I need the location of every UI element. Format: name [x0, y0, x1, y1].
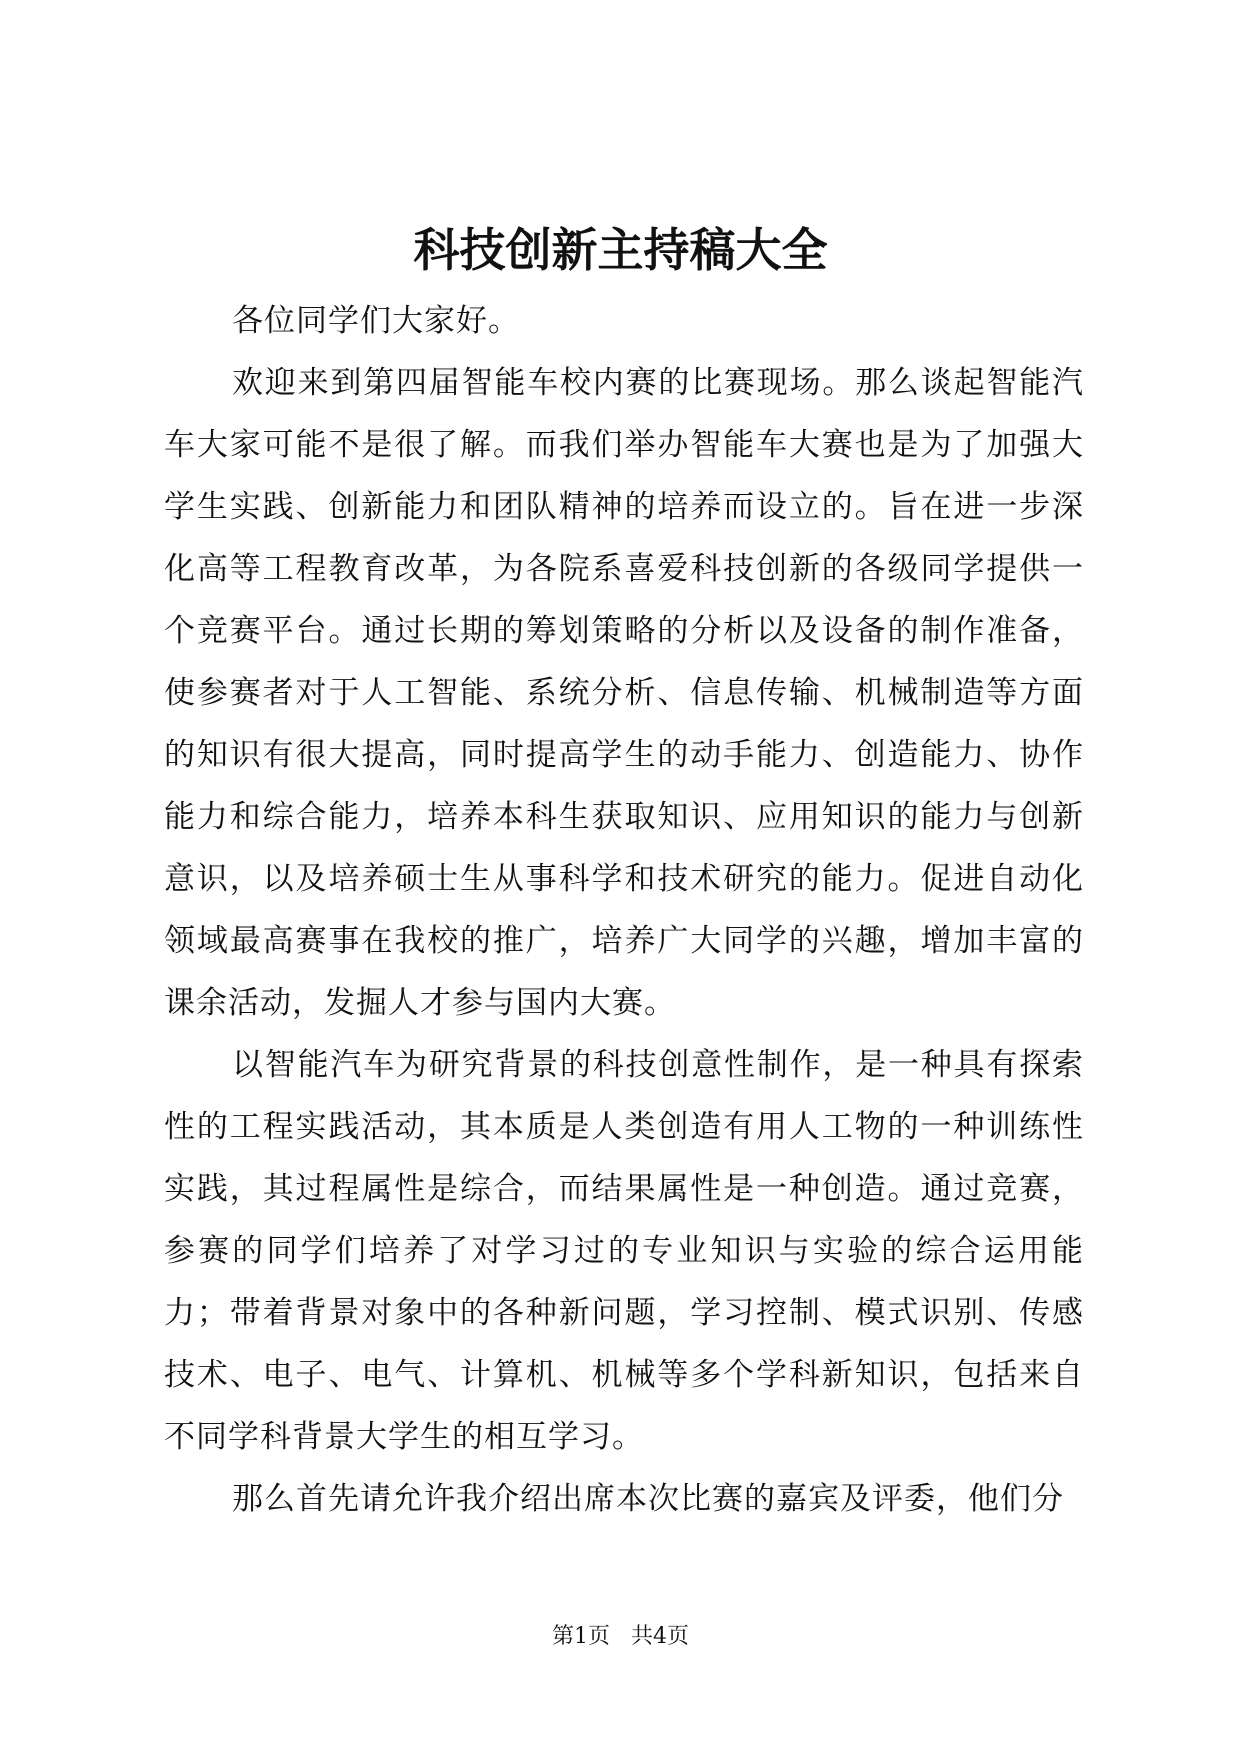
paragraph-welcome: 欢迎来到第四届智能车校内赛的比赛现场。那么谈起智能汽车大家可能不是很了解。而我们举办智能车大赛也是为了加强大学生实践、创新能力和团队精神的培养而设立的。旨在进一步深化高等工程教育改革，为各院系喜爱科技创新的各级同学提供一个竞赛平台。通过长期的筹划策略的分析以及设备的制作准备，使参赛者对于人工智能、系统分析、信息传输、机械制造等方面的知识有很大提高，同时提高学生的动手能力、创造能力、协作能力和综合能力，培养本科生获取知识、应用知识的能力与创新意识，以及培养硕士生从事科学和技术研究的能力。促进自动化领域最高赛事在我校的推广，培养广大同学的兴趣，增加丰富的课余活动，发掘人才参与国内大赛。 [164, 365, 1084, 1021]
paragraph-introduction: 那么首先请允许我介绍出席本次比赛的嘉宾及评委，他们分 [232, 1481, 1064, 1517]
document-title: 科技创新主持稿大全 [413, 223, 828, 277]
paragraph-background: 以智能汽车为研究背景的科技创意性制作，是一种具有探索性的工程实践活动，其本质是人类创造有用人工物的一种训练性实践，其过程属性是综合，而结果属性是一种创造。通过竞赛，参赛的同学们培养了对学习过的专业知识与实验的综合运用能力；带着背景对象中的各种新问题，学习控制、模式识别、传感技术、电子、电气、计算机、机械等多个学科新知识，包括来自不同学科背景大学生的相互学习。 [164, 1047, 1084, 1455]
document-body [164, 290, 1084, 1530]
page-total: 共4页 [631, 1624, 689, 1649]
page-number: 第1页 [552, 1624, 610, 1649]
page-footer [0, 1622, 1241, 1652]
paragraph-greeting: 各位同学们大家好。 [232, 303, 520, 339]
